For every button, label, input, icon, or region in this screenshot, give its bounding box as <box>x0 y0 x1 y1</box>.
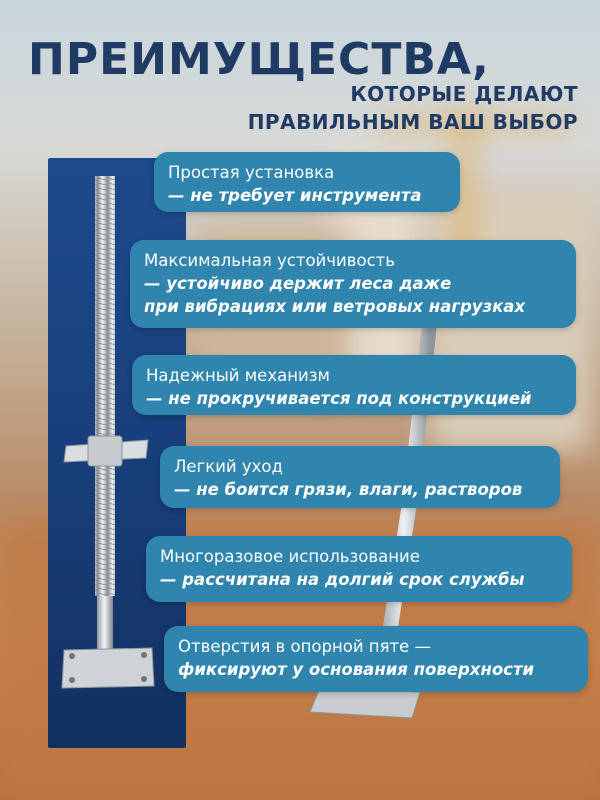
advantage-title: Надежный механизм <box>146 366 330 385</box>
advantage-desc: — рассчитана на долгий срок службы <box>160 570 525 589</box>
advantage-card-5 <box>146 536 572 602</box>
advantage-desc: — не боится грязи, влаги, растворов <box>174 480 523 499</box>
advantage-title: Отверстия в опорной пяте — <box>178 637 432 656</box>
advantage-desc: фиксируют у основания поверхности <box>178 660 535 679</box>
advantage-card-4 <box>160 446 560 508</box>
advantage-desc: — не требует инструмента <box>168 186 422 205</box>
advantage-title: Максимальная устойчивость <box>144 251 395 270</box>
page-subtitle-line-2: ПРАВИЛЬНЫМ ВАШ ВЫБОР <box>247 110 578 134</box>
advantage-desc: — не прокручивается под конструкцией <box>146 389 532 408</box>
advantage-title: Легкий уход <box>174 457 283 476</box>
advantage-desc: — устойчиво держит леса даже <box>144 274 452 293</box>
advantage-card-3 <box>132 355 576 415</box>
advantage-title: Простая установка <box>168 163 335 182</box>
advantage-title: Многоразовое использование <box>160 547 420 566</box>
page-subtitle-line-1: КОТОРЫЕ ДЕЛАЮТ <box>350 82 578 106</box>
page-title: ПРЕИМУЩЕСТВА, <box>28 34 490 85</box>
advantage-card-1 <box>154 152 460 212</box>
advantage-card-6 <box>164 626 588 692</box>
advantage-desc: при вибрациях или ветровых нагрузках <box>144 297 526 316</box>
advantage-card-2 <box>130 240 576 328</box>
